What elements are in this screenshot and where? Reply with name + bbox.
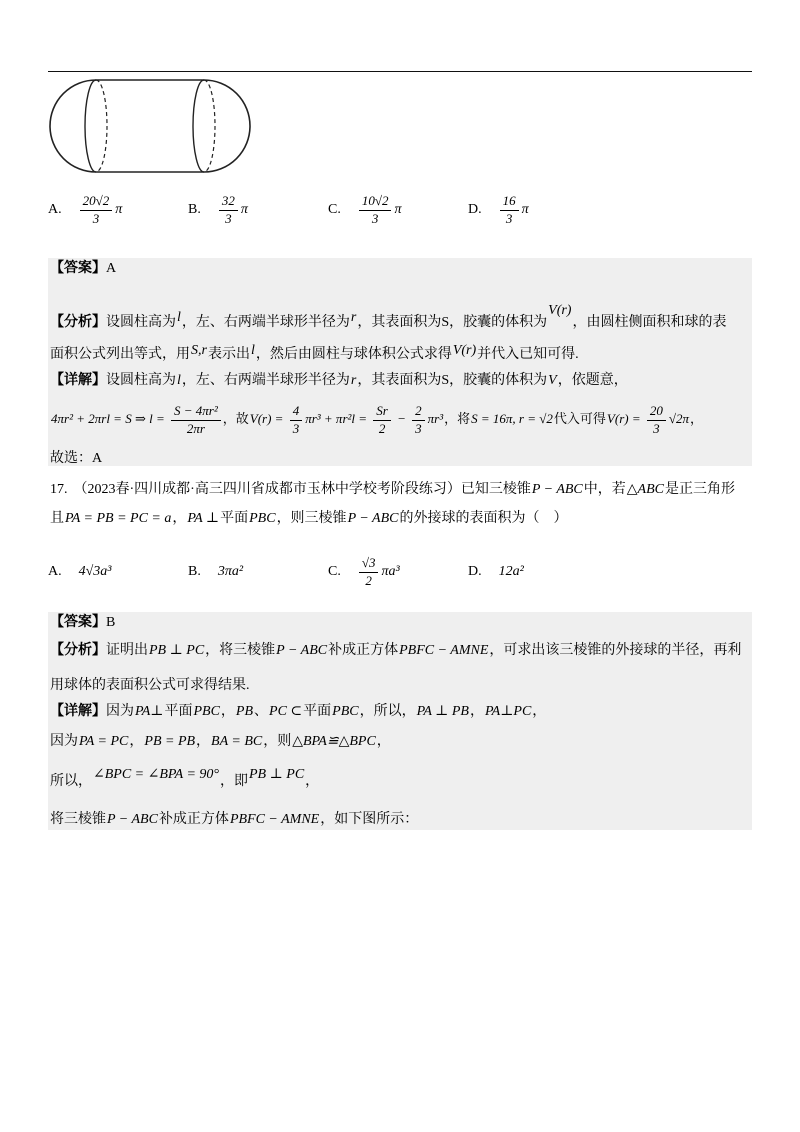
text-run: ，如下图所示：	[320, 812, 419, 827]
text-run: 补成正方体	[328, 643, 399, 658]
fraction-denominator: 3	[653, 420, 660, 436]
q16-detail-line-1	[50, 369, 628, 393]
text-run: ，左、右两端半球形半径为	[181, 315, 350, 330]
text-run: ，由圆柱侧面积和球的表	[572, 315, 727, 330]
math-expression: PA = PB = PC = a	[65, 511, 172, 526]
math-expression: V	[548, 373, 557, 388]
math-expression: √2π	[668, 411, 690, 426]
math-expression: S = 16π, r = √2	[471, 411, 553, 426]
fraction-denominator: 3	[505, 210, 513, 226]
text-run: 中，若	[583, 482, 626, 497]
math-expression: l	[250, 343, 255, 358]
text-run: ，	[469, 704, 484, 719]
math-expression: V(r)	[452, 343, 477, 358]
fraction	[412, 404, 425, 436]
fraction-numerator: 20√2	[80, 194, 113, 210]
text-run: 证明出	[106, 643, 148, 658]
fraction	[647, 404, 666, 436]
math-expression: 4πr² + 2πrl = S ⇒ l =	[51, 411, 168, 426]
fraction	[80, 194, 113, 226]
text-run: 且	[50, 511, 64, 526]
math-expression: V(r)	[548, 303, 572, 318]
math-expression: PBFC − AMNE	[399, 643, 489, 658]
q16-analysis-line-2	[50, 339, 579, 363]
text-run: 平面	[164, 704, 193, 719]
fraction	[359, 194, 392, 226]
text-run: ，所以，	[359, 704, 416, 719]
fraction-denominator: 2	[365, 572, 372, 588]
math-expression: PBC	[193, 704, 220, 719]
text-run: 用球体的表面积公式可求得结果.	[50, 678, 250, 693]
text-run: ，依题意，	[557, 373, 628, 388]
fraction	[171, 404, 221, 436]
math-expression: V(r) =	[249, 411, 287, 426]
math-expression: △BPA≌△BPC	[292, 734, 376, 749]
math-expression: π	[240, 202, 248, 217]
math-expression: PB ⊥ PC	[249, 767, 305, 782]
fraction-numerator: S − 4πr²	[171, 404, 221, 420]
text-run: ，则	[263, 734, 292, 749]
text-run: 是正三角形	[664, 482, 735, 497]
text-run: 所以，	[50, 774, 92, 789]
fraction	[219, 194, 238, 226]
math-expression: PB ⊥ PC	[149, 643, 205, 658]
text-run: C.	[328, 202, 341, 217]
q17-option-b	[188, 552, 244, 592]
header-rule	[48, 71, 752, 72]
text-run: 因为	[50, 734, 78, 749]
text-run: ，	[690, 411, 704, 426]
math-expression: l	[177, 373, 181, 388]
fraction-denominator: 2	[378, 420, 386, 436]
math-expression: 3πa²	[217, 564, 244, 579]
math-expression: −	[393, 411, 410, 426]
math-expression: P − ABC	[347, 511, 399, 526]
fraction	[359, 556, 379, 588]
math-expression: r	[350, 373, 357, 388]
text-run: ，	[220, 704, 235, 719]
fraction-numerator: 20	[647, 404, 666, 420]
math-expression: πr³ + πr²l =	[305, 411, 371, 426]
text-run: ，	[305, 774, 320, 789]
q16-option-d	[468, 190, 530, 230]
math-expression: BA = BC	[211, 734, 263, 749]
math-expression: r	[350, 310, 357, 325]
fraction	[290, 404, 303, 436]
text-run: ，其表面积为S，胶囊的体积为	[357, 315, 548, 330]
text-run: ，可求出该三棱锥的外接球的半径，再利	[489, 643, 742, 658]
text-run: D.	[468, 202, 482, 217]
capsule-outline	[50, 80, 250, 172]
math-expression: PA ⊥ PB	[416, 704, 469, 719]
text-run: ，将	[444, 411, 471, 426]
q17-detail-line-4	[50, 808, 418, 832]
math-expression: PA ⊥	[187, 511, 220, 526]
q17-option-c	[328, 552, 401, 592]
q16-select	[50, 447, 102, 471]
fraction-numerator: Sr	[373, 404, 391, 420]
fraction-denominator: 3	[225, 210, 232, 226]
math-expression: PBFC − AMNE	[229, 812, 320, 827]
left-junction-front	[85, 80, 96, 172]
q17-answer	[50, 611, 115, 635]
math-expression: PB	[235, 704, 254, 719]
section-tag: 【答案】	[50, 261, 106, 276]
q16-option-a	[48, 190, 123, 230]
math-expression: △ABC	[626, 482, 664, 497]
section-tag: 【答案】	[50, 615, 106, 630]
math-expression: V(r) =	[606, 411, 644, 426]
fraction-denominator: 3	[292, 420, 300, 436]
text-run: 17.	[50, 482, 68, 497]
text-run: ，	[196, 734, 211, 749]
text-run: 的外接球的表面积为（ ）	[399, 511, 568, 526]
right-junction-back	[204, 80, 215, 172]
text-run: 因为	[106, 704, 134, 719]
text-run: 表示出	[207, 347, 250, 362]
math-expression: 4√3a³	[78, 564, 112, 579]
math-expression: πa³	[381, 564, 400, 579]
q17-detail-line-2	[50, 730, 391, 754]
math-expression: PA = PC	[79, 734, 129, 749]
q16-detail-formula	[50, 401, 703, 437]
section-tag: 【详解】	[50, 373, 106, 388]
math-expression: PA⊥PC	[484, 704, 532, 719]
section-tag: 【详解】	[50, 704, 106, 719]
text-run: ，即	[220, 774, 248, 789]
text-run: 平面	[303, 704, 332, 719]
q16-option-c	[328, 190, 403, 230]
text-run: 平面	[220, 511, 249, 526]
math-expression: PBC	[249, 511, 276, 526]
text-run: A.	[48, 202, 62, 217]
math-expression: PB = PB	[144, 734, 196, 749]
text-run: B.	[188, 202, 201, 217]
text-run: D.	[468, 564, 482, 579]
math-expression: PA⊥	[135, 704, 164, 719]
right-junction-front	[193, 80, 204, 172]
text-run: 代入可得	[553, 411, 606, 426]
q17-analysis-line-2	[50, 674, 250, 698]
q17-stem-line-1	[50, 478, 735, 502]
text-run: 面积公式列出等式，用	[50, 347, 190, 362]
text-run: ，其表面积为S，胶囊的体积为	[357, 373, 548, 388]
math-expression: π	[394, 202, 402, 217]
text-run: ，	[129, 734, 144, 749]
text-run: ，将三棱锥	[205, 643, 276, 658]
text-run: ，左、右两端半球形半径为	[181, 373, 350, 388]
text-run: 将三棱锥	[50, 812, 106, 827]
text-run: ，则三棱锥	[276, 511, 347, 526]
text-run: ，然后由圆柱与球体积公式求得	[255, 347, 452, 362]
q17-option-a	[48, 552, 113, 592]
q16-analysis-line-1	[50, 299, 727, 330]
fraction-denominator: 2πr	[186, 420, 205, 436]
math-expression: PC ⊂	[269, 704, 303, 719]
math-expression: 12a²	[498, 564, 524, 579]
text-run: 设圆柱高为	[106, 373, 176, 388]
fraction-numerator: 16	[500, 194, 519, 210]
q17-analysis-line-1	[50, 639, 741, 663]
text-run: 、	[254, 704, 269, 719]
q17-stem-line-2	[50, 507, 568, 531]
math-expression: ∠BPC = ∠BPA = 90°	[93, 767, 219, 782]
math-expression: π	[115, 202, 123, 217]
section-tag: 【分析】	[50, 315, 106, 330]
math-expression: S,r	[191, 343, 207, 358]
q17-detail-line-3	[50, 763, 319, 787]
fraction-numerator: 32	[219, 194, 238, 210]
fraction-denominator: 3	[92, 210, 100, 226]
fraction-numerator: 10√2	[359, 194, 392, 210]
q16-answer	[50, 257, 116, 281]
math-expression: P − ABC	[276, 643, 328, 658]
left-junction-back	[96, 80, 107, 172]
math-expression: PBC	[332, 704, 359, 719]
q17-detail-line-1	[50, 700, 546, 724]
text-run: C.	[328, 564, 341, 579]
fraction-numerator: √3	[359, 556, 379, 572]
text-run: ，	[172, 511, 187, 526]
math-expression: P − ABC	[107, 812, 158, 827]
text-run: ，	[376, 734, 391, 749]
text-run: B	[106, 615, 116, 630]
text-run: B.	[188, 564, 201, 579]
math-expression: l	[177, 310, 181, 325]
math-expression: π	[521, 202, 529, 217]
text-run: 补成正方体	[158, 812, 229, 827]
fraction-denominator: 3	[371, 210, 379, 226]
fraction	[500, 194, 519, 226]
fraction-numerator: 2	[412, 404, 425, 420]
q16-option-b	[188, 190, 249, 230]
text-run: A.	[48, 564, 62, 579]
text-run: 并代入已知可得.	[477, 347, 579, 362]
text-run: 设圆柱高为	[106, 315, 176, 330]
section-tag: 【分析】	[50, 643, 106, 658]
math-expression: P − ABC	[531, 482, 583, 497]
fraction-denominator: 3	[415, 420, 422, 436]
text-run: ，	[532, 704, 547, 719]
capsule-figure	[40, 74, 260, 178]
text-run: 故选：A	[50, 451, 103, 466]
fraction	[373, 404, 391, 436]
math-expression: πr³	[427, 411, 444, 426]
text-run: A	[106, 261, 117, 276]
q17-option-d	[468, 552, 525, 592]
text-run: ，故	[222, 411, 249, 426]
text-run: （2023春·四川成都·高三四川省成都市玉林中学校考阶段练习）已知三棱锥	[73, 482, 531, 497]
fraction-numerator: 4	[290, 404, 303, 420]
